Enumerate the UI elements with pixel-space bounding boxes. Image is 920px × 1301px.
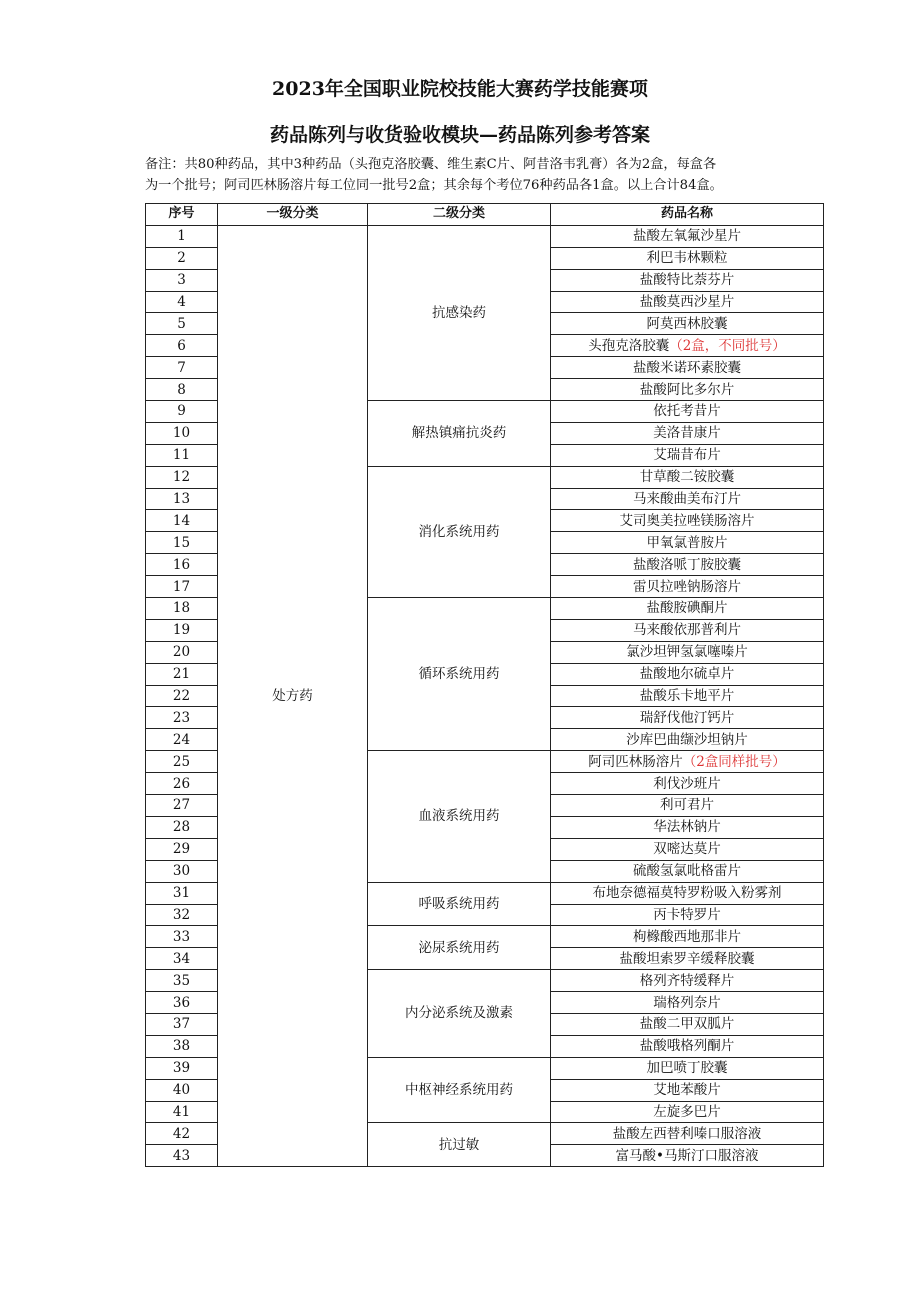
cell-no: 39 bbox=[146, 1057, 218, 1079]
cell-cat2: 中枢神经系统用药 bbox=[368, 1057, 551, 1123]
drug-name-text: 盐酸哦格列酮片 bbox=[639, 1038, 735, 1055]
cell-drug-name bbox=[551, 838, 824, 860]
cell-no: 43 bbox=[146, 1145, 218, 1167]
cell-no: 19 bbox=[146, 619, 218, 641]
drug-name-text: 氯沙坦钾氢氯噻嗪片 bbox=[626, 644, 748, 661]
drug-name-text: 盐酸米诺环素胶囊 bbox=[633, 359, 741, 376]
drug-name-text: 马来酸曲美布汀片 bbox=[633, 491, 741, 508]
cell-drug-name bbox=[551, 926, 824, 948]
cell-drug-name bbox=[551, 882, 824, 904]
cell-cat2: 循环系统用药 bbox=[368, 598, 551, 751]
cell-no: 41 bbox=[146, 1101, 218, 1123]
cell-no: 16 bbox=[146, 554, 218, 576]
cell-drug-name bbox=[551, 335, 824, 357]
table-row bbox=[146, 225, 824, 247]
drug-name-text: 头孢克洛胶囊 bbox=[588, 337, 670, 354]
drug-name-text: 硫酸氢氯吡格雷片 bbox=[633, 863, 741, 880]
drug-name-text: 盐酸洛哌丁胺胶囊 bbox=[633, 556, 741, 573]
cell-no: 30 bbox=[146, 860, 218, 882]
remark-line-1: 备注：共80种药品，其中3种药品（头孢克洛胶囊、维生素C片、阿昔洛韦乳膏）各为2盒，每盒各 bbox=[145, 157, 717, 172]
table-header-row bbox=[146, 204, 824, 226]
cell-cat2: 抗过敏 bbox=[368, 1123, 551, 1167]
cell-drug-name bbox=[551, 510, 824, 532]
cell-no: 42 bbox=[146, 1123, 218, 1145]
cell-drug-name bbox=[551, 401, 824, 423]
drug-name-text: 盐酸地尔硫卓片 bbox=[639, 666, 735, 683]
drug-name-text: 瑞舒伐他汀钙片 bbox=[639, 709, 735, 726]
cell-no: 25 bbox=[146, 751, 218, 773]
cell-drug-name bbox=[551, 422, 824, 444]
drug-name-text: 利可君片 bbox=[660, 797, 714, 814]
cell-no: 22 bbox=[146, 685, 218, 707]
cell-no: 20 bbox=[146, 641, 218, 663]
cell-no: 14 bbox=[146, 510, 218, 532]
cell-drug-name bbox=[551, 816, 824, 838]
cell-no: 23 bbox=[146, 707, 218, 729]
drug-name-text: 盐酸胺碘酮片 bbox=[646, 600, 728, 617]
header-cat2: 二级分类 bbox=[368, 204, 551, 226]
drug-name-text: 甘草酸二铵胶囊 bbox=[639, 469, 735, 486]
drug-display-table bbox=[145, 203, 824, 1167]
cell-no: 21 bbox=[146, 663, 218, 685]
drug-name-text: 盐酸左西替利嗪口服溶液 bbox=[612, 1125, 762, 1142]
drug-name-text: 加巴喷丁胶囊 bbox=[646, 1060, 728, 1077]
cell-no: 37 bbox=[146, 1013, 218, 1035]
cell-drug-name bbox=[551, 1057, 824, 1079]
drug-name-text: 华法林钠片 bbox=[653, 819, 721, 836]
cell-no: 8 bbox=[146, 379, 218, 401]
drug-name-text: 沙库巴曲缬沙坦钠片 bbox=[626, 731, 748, 748]
cell-drug-name bbox=[551, 247, 824, 269]
cell-drug-name bbox=[551, 466, 824, 488]
cell-no: 31 bbox=[146, 882, 218, 904]
drug-name-text: 盐酸左氧氟沙星片 bbox=[633, 228, 741, 245]
cell-drug-name bbox=[551, 992, 824, 1014]
cell-no: 9 bbox=[146, 401, 218, 423]
cell-drug-name bbox=[551, 795, 824, 817]
header-cat1: 一级分类 bbox=[218, 204, 368, 226]
cell-drug-name bbox=[551, 1123, 824, 1145]
drug-name-text: 左旋多巴片 bbox=[653, 1103, 721, 1120]
cell-drug-name bbox=[551, 663, 824, 685]
page-subtitle: 药品陈列与收货验收模块—药品陈列参考答案 bbox=[269, 124, 650, 146]
cell-no: 5 bbox=[146, 313, 218, 335]
remark-note bbox=[145, 154, 835, 196]
cell-cat2: 抗感染药 bbox=[368, 225, 551, 400]
cell-no: 12 bbox=[146, 466, 218, 488]
drug-name-text: 利巴韦林颗粒 bbox=[646, 250, 728, 267]
cell-no: 15 bbox=[146, 532, 218, 554]
cell-no: 1 bbox=[146, 225, 218, 247]
cell-cat2: 血液系统用药 bbox=[368, 751, 551, 882]
table-body bbox=[146, 225, 824, 1166]
cell-no: 40 bbox=[146, 1079, 218, 1101]
cell-no: 38 bbox=[146, 1035, 218, 1057]
drug-name-text: 丙卡特罗片 bbox=[653, 906, 721, 923]
drug-name-text: 布地奈德福莫特罗粉吸入粉雾剂 bbox=[592, 885, 782, 902]
cell-no: 26 bbox=[146, 773, 218, 795]
header-no: 序号 bbox=[146, 204, 218, 226]
drug-name-text: 盐酸乐卡地平片 bbox=[639, 688, 735, 705]
cell-drug-name bbox=[551, 532, 824, 554]
cell-drug-name bbox=[551, 576, 824, 598]
cell-cat2: 泌尿系统用药 bbox=[368, 926, 551, 970]
cell-no: 17 bbox=[146, 576, 218, 598]
drug-name-text: 双嘧达莫片 bbox=[653, 841, 721, 858]
cell-drug-name bbox=[551, 1101, 824, 1123]
cell-no: 6 bbox=[146, 335, 218, 357]
drug-name-text: 阿司匹林肠溶片 bbox=[588, 753, 683, 770]
drug-name-text: 盐酸坦索罗辛缓释胶囊 bbox=[619, 950, 755, 967]
drug-name-text: 盐酸莫西沙星片 bbox=[639, 294, 735, 310]
cell-drug-name bbox=[551, 488, 824, 510]
cell-drug-name bbox=[551, 598, 824, 620]
cell-drug-name bbox=[551, 444, 824, 466]
cell-drug-name bbox=[551, 554, 824, 576]
drug-name-text: 盐酸二甲双胍片 bbox=[639, 1016, 735, 1033]
cell-no: 10 bbox=[146, 422, 218, 444]
drug-name-text: 格列齐特缓释片 bbox=[639, 972, 735, 989]
drug-batch-note: （2盒同样批号） bbox=[682, 753, 786, 770]
cell-no: 7 bbox=[146, 357, 218, 379]
drug-name-text: 甲氧氯普胺片 bbox=[646, 534, 728, 551]
cell-drug-name bbox=[551, 904, 824, 926]
cell-no: 33 bbox=[146, 926, 218, 948]
cell-cat2: 呼吸系统用药 bbox=[368, 882, 551, 926]
cell-no: 3 bbox=[146, 269, 218, 291]
header-drug-name: 药品名称 bbox=[551, 204, 824, 226]
cell-drug-name bbox=[551, 357, 824, 379]
cell-drug-name bbox=[551, 707, 824, 729]
cell-drug-name bbox=[551, 291, 824, 313]
cell-no: 11 bbox=[146, 444, 218, 466]
cell-no: 13 bbox=[146, 488, 218, 510]
cell-drug-name bbox=[551, 1013, 824, 1035]
drug-name-text: 雷贝拉唑钠肠溶片 bbox=[633, 578, 741, 595]
cell-drug-name bbox=[551, 641, 824, 663]
drug-name-text: 瑞格列奈片 bbox=[653, 994, 721, 1011]
cell-no: 2 bbox=[146, 247, 218, 269]
cell-cat2: 解热镇痛抗炎药 bbox=[368, 401, 551, 467]
cell-no: 28 bbox=[146, 816, 218, 838]
drug-batch-note: （2盒，不同批号） bbox=[669, 337, 786, 354]
cell-no: 27 bbox=[146, 795, 218, 817]
cell-no: 32 bbox=[146, 904, 218, 926]
cell-drug-name bbox=[551, 970, 824, 992]
cell-drug-name bbox=[551, 619, 824, 641]
cell-drug-name bbox=[551, 313, 824, 335]
drug-name-text: 美洛昔康片 bbox=[653, 425, 721, 442]
cell-no: 29 bbox=[146, 838, 218, 860]
cell-no: 34 bbox=[146, 948, 218, 970]
drug-name-text: 依托考昔片 bbox=[653, 403, 721, 420]
drug-name-text: 艾瑞昔布片 bbox=[653, 447, 721, 464]
cell-no: 4 bbox=[146, 291, 218, 313]
drug-name-text: 枸橼酸西地那非片 bbox=[633, 928, 741, 945]
drug-name-text: 阿莫西林胶囊 bbox=[646, 315, 728, 332]
cell-drug-name bbox=[551, 729, 824, 751]
cell-cat2: 消化系统用药 bbox=[368, 466, 551, 597]
cell-drug-name bbox=[551, 773, 824, 795]
remark-line-2: 为一个批号；阿司匹林肠溶片每工位同一批号2盒；其余每个考位76种药品各1盒。以上合计84盒。 bbox=[145, 178, 723, 193]
page-title: 2023年全国职业院校技能大赛药学技能赛项 bbox=[272, 78, 648, 100]
cell-no: 18 bbox=[146, 598, 218, 620]
cell-drug-name bbox=[551, 1145, 824, 1167]
cell-no: 36 bbox=[146, 992, 218, 1014]
cell-cat1: 处方药 bbox=[218, 225, 368, 1166]
cell-drug-name bbox=[551, 948, 824, 970]
drug-name-text: 富马酸•马斯汀口服溶液 bbox=[615, 1147, 759, 1164]
cell-drug-name bbox=[551, 225, 824, 247]
drug-name-text: 盐酸特比萘芬片 bbox=[639, 272, 735, 289]
cell-drug-name bbox=[551, 685, 824, 707]
drug-name-text: 利伐沙班片 bbox=[653, 775, 721, 792]
cell-drug-name bbox=[551, 379, 824, 401]
cell-no: 35 bbox=[146, 970, 218, 992]
cell-drug-name bbox=[551, 751, 824, 773]
cell-drug-name bbox=[551, 269, 824, 291]
drug-name-text: 盐酸阿比多尔片 bbox=[639, 381, 735, 398]
cell-cat2: 内分泌系统及激素 bbox=[368, 970, 551, 1058]
cell-drug-name bbox=[551, 860, 824, 882]
cell-drug-name bbox=[551, 1035, 824, 1057]
drug-name-text: 艾司奥美拉唑镁肠溶片 bbox=[619, 512, 755, 529]
cell-no: 24 bbox=[146, 729, 218, 751]
cell-drug-name bbox=[551, 1079, 824, 1101]
drug-name-text: 艾地苯酸片 bbox=[653, 1082, 721, 1099]
drug-name-text: 马来酸依那普利片 bbox=[633, 622, 741, 639]
